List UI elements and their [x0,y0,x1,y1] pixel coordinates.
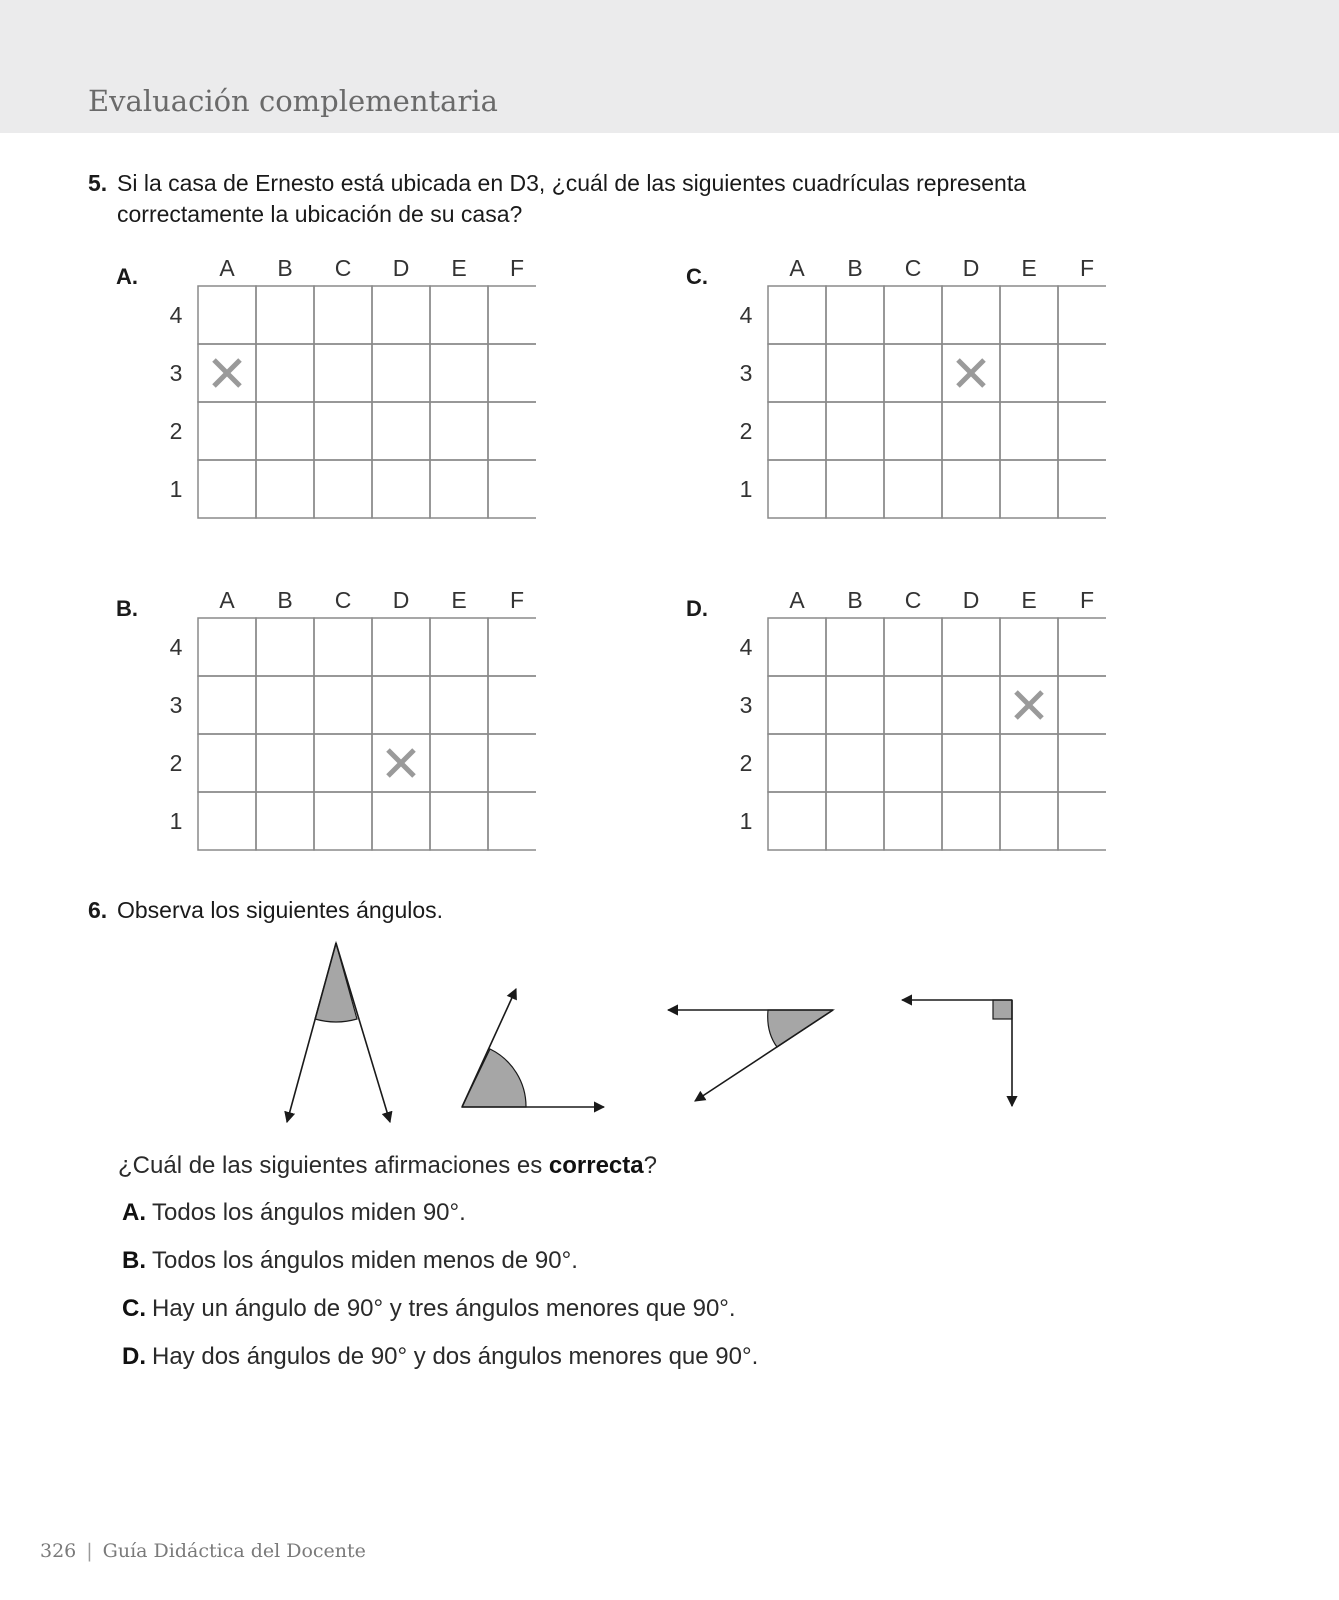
row-label-2: 2 [169,750,183,776]
row-label-3: 3 [169,360,183,386]
angle-1 [287,943,390,1122]
column-label-b: B [277,587,293,613]
row-label-4: 4 [739,302,753,328]
page-number: 326 [40,1540,77,1562]
column-label-b: B [847,255,863,281]
column-label-f: F [509,255,525,281]
angle-3 [668,1010,833,1101]
option-letter: A. [122,1199,146,1226]
option-text: Hay un ángulo de 90° y tres ángulos menores que 90°. [152,1295,736,1322]
option-letter: C. [122,1295,146,1322]
angle-3-ray-down [695,1010,833,1101]
row-label-3: 3 [169,692,183,718]
question-text-line-2: correctamente la ubicación de su casa? [117,201,523,227]
answer-option-c[interactable] [122,1295,736,1323]
page-header-title: Evaluación complementaria [88,84,498,118]
option-text: Hay dos ángulos de 90° y dos ángulos menores que 90°. [152,1343,759,1370]
row-label-4: 4 [169,634,183,660]
column-label-e: E [1021,587,1037,613]
column-label-e: E [1021,255,1037,281]
row-label-1: 1 [739,476,753,502]
grid-option-label: D. [686,596,708,621]
column-label-d: D [392,255,410,281]
column-label-b: B [847,587,863,613]
row-label-4: 4 [739,634,753,660]
column-label-b: B [277,255,293,281]
column-label-c: C [904,587,922,613]
option-letter: D. [122,1343,146,1370]
footer-separator: | [86,1540,93,1562]
angle-1-ray-left [287,943,336,1122]
angle-2 [462,989,604,1107]
prompt-emphasis: correcta [548,1152,644,1179]
column-label-d: D [962,255,980,281]
row-label-3: 3 [739,692,753,718]
grid-option-label: B. [116,596,138,621]
question-number: 5. [88,170,108,196]
option-text: Todos los ángulos miden menos de 90°. [152,1247,578,1274]
question-number: 6. [88,897,108,923]
grid-option-label: A. [116,264,138,289]
column-label-e: E [451,587,467,613]
column-label-a: A [789,587,805,613]
row-label-1: 1 [739,808,753,834]
answer-option-b[interactable] [122,1247,578,1275]
grid-option-label: C. [686,264,708,289]
row-label-4: 4 [169,302,183,328]
row-label-2: 2 [739,750,753,776]
column-label-e: E [451,255,467,281]
column-label-a: A [789,255,805,281]
prompt-text: ¿Cuál de las siguientes afirmaciones es [118,1152,549,1179]
column-label-d: D [962,587,980,613]
column-label-a: A [219,255,235,281]
row-label-1: 1 [169,476,183,502]
page-footer [40,1540,366,1562]
question-text-line-1: Si la casa de Ernesto está ubicada en D3, ¿cuál de las siguientes cuadrículas representa [117,170,1027,196]
row-label-2: 2 [739,418,753,444]
angle-1-fill [315,943,357,1022]
row-label-1: 1 [169,808,183,834]
book-title: Guía Didáctica del Docente [102,1540,366,1562]
question-text: Observa los siguientes ángulos. [117,897,444,923]
row-label-3: 3 [739,360,753,386]
prompt-end: ? [643,1152,657,1179]
answer-option-d[interactable] [122,1343,758,1371]
option-text: Todos los ángulos miden 90°. [152,1199,466,1226]
angle-4 [902,1000,1012,1106]
row-label-2: 2 [169,418,183,444]
column-label-c: C [904,255,922,281]
option-letter: B. [122,1247,146,1274]
column-label-d: D [392,587,410,613]
column-label-c: C [334,255,352,281]
angle-4-right-angle-mark [993,1000,1012,1019]
question-6-prompt [118,1152,657,1180]
angle-1-ray-right [336,943,390,1122]
column-label-c: C [334,587,352,613]
answer-option-a[interactable] [122,1199,466,1227]
column-label-f: F [1079,255,1095,281]
angle-2-fill [462,1049,526,1107]
column-label-a: A [219,587,235,613]
column-label-f: F [509,587,525,613]
column-label-f: F [1079,587,1095,613]
